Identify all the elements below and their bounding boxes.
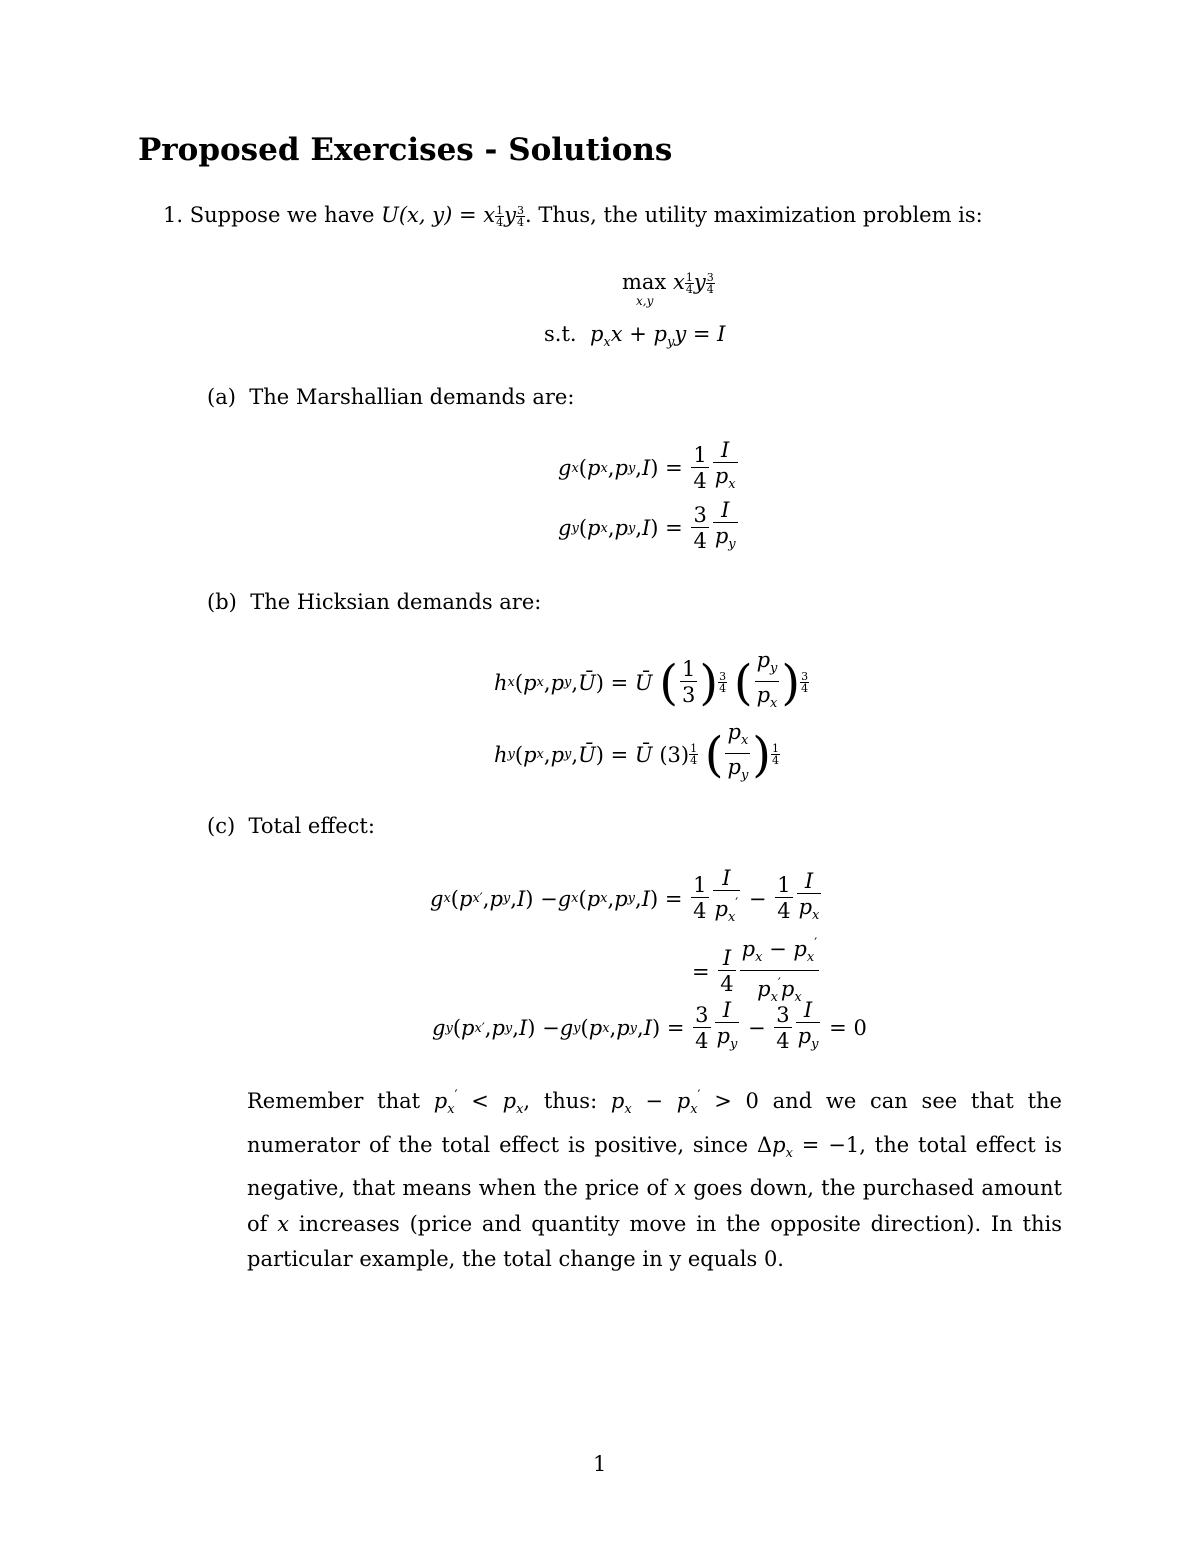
part-b-text: The Hicksian demands are: [250,590,542,614]
total-effect-x-line1: g x ( p x ′ , p y , I ) − g x ( p x , p y , I ) = $\frac{1}{4}$ $\frac{I}{p_x'}$ − $\frac{1}{4}$ $\frac{I}{p_x}$ [430,866,823,931]
item-number: 1. [163,203,184,227]
part-b-heading [207,590,541,614]
part-a-text: The Marshallian demands are: [249,385,575,409]
part-c-label: (c) [207,814,236,838]
marshallian-gx: g x ( p x , p y , I ) = $\frac{1}{4}$ $\frac{I}{p_x}$ [558,438,740,498]
part-c-heading [207,814,375,838]
budget-constraint: s.t. $p_xx + p_yy = I$ [544,322,726,350]
item-1-intro [163,203,983,228]
var-y: y [504,203,516,227]
exponent-x: $\frac{1}{4}$ [496,204,504,229]
remark-paragraph: Remember that $p_x' < p_x$, thus: $p_x - p_x' > 0$ and we can see that the numerator of the total effect is positive, since $\Delta p_x = -1$, the total effect is negative, that means when the price of x goes down, the purchased amount of x increases (price and quantity move in the opposite direction). In this particular example, the total change in y equals 0. [247,1088,1063,1271]
subject-to-label: s.t. [544,322,577,346]
part-a-heading [207,385,574,409]
part-b-label: (b) [207,590,237,614]
var-x: x [483,203,496,227]
total-effect-y: g y ( p x ′ , p y , I ) − g y ( p x , p y , I ) = $\frac{3}{4}$ $\frac{I}{p_y}$ − $\frac{3}{4}$ $\frac{I}{p_y}$ = 0 [432,998,867,1058]
max-objective: max x $\frac{1}{4}$ y $\frac{3}{4}$ [622,270,714,296]
utility-args: (x, y) = [398,203,477,227]
total-effect-x-line2: = $\frac{I}{4}$ $\frac{p_x - p_x'}{p_x'p_x}$ [692,932,821,1011]
exponent-y: $\frac{3}{4}$ [516,204,524,229]
item-tail: . Thus, the utility maximization problem is: [524,203,983,227]
max-operator: max [622,270,667,294]
max-subscript: x,y [636,294,654,308]
hicksian-hy: h y ( p x , p y , Ū ) = Ū (3) 1 4 ( $\frac{p_x}{p_y}$ ) 1 4 [494,720,780,789]
page-number: 1 [593,1452,607,1476]
page-title: Proposed Exercises - Solutions [138,132,673,168]
utility-symbol: U [381,203,399,227]
part-a-label: (a) [207,385,236,409]
hicksian-hx: h x ( p x , p y , Ū ) = Ū ( $\frac{1}{3}$ ) 3 4 ( $\frac{p_y}{p_x}$ ) 3 4 [494,648,809,717]
item-lead: Suppose we have [189,203,375,227]
zero-result: = 0 [829,1016,867,1040]
part-c-text: Total effect: [248,814,375,838]
marshallian-gy: g y ( p x , p y , I ) = $\frac{3}{4}$ $\frac{I}{p_y}$ [558,498,740,558]
